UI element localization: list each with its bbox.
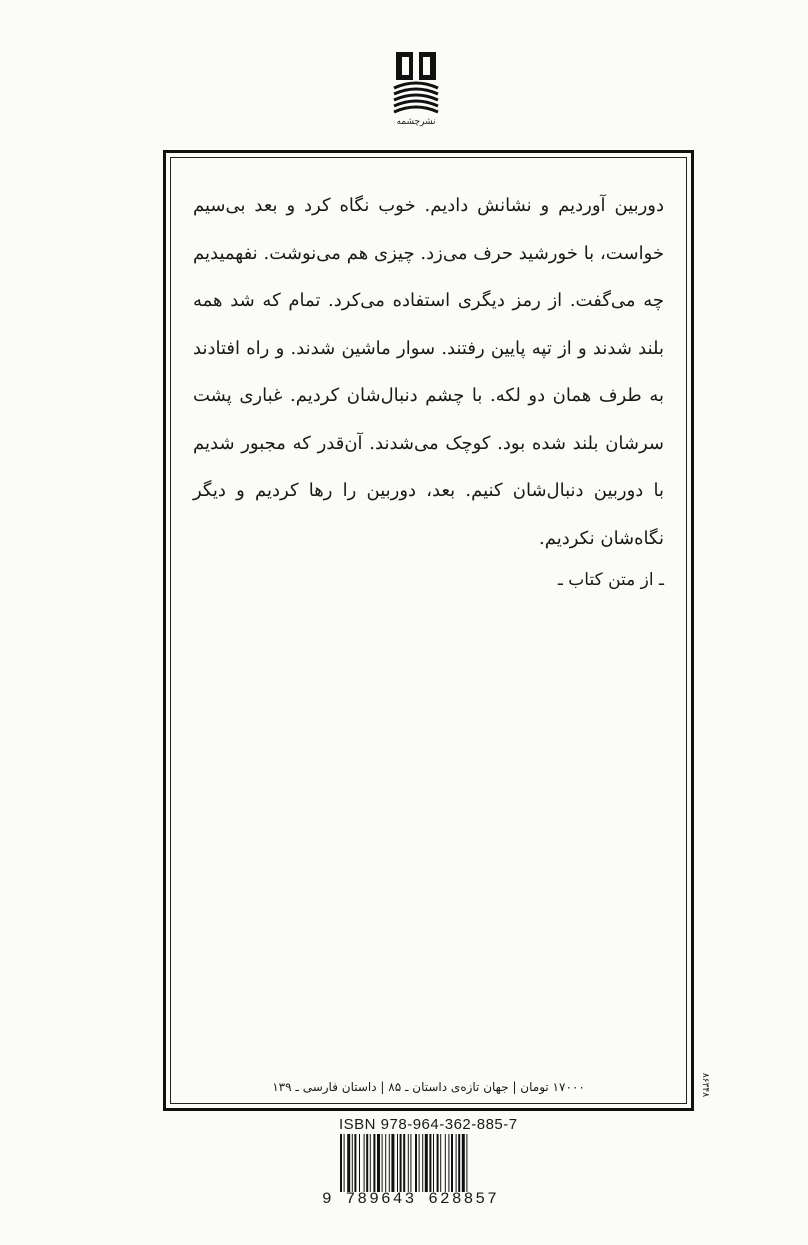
price-series-line: ۱۷۰۰۰ تومان | جهان تازه‌ی داستان ـ ۸۵ | داستان فارسی ـ ۱۳۹ (272, 1080, 585, 1094)
excerpt-source: ـ از متن کتاب ـ (557, 570, 664, 590)
side-code-text: ۸۶۳۴۸ (700, 1072, 710, 1098)
excerpt-frame (163, 150, 694, 1111)
barcode-icon (339, 1134, 537, 1192)
side-code (698, 1050, 712, 1120)
barcode-digits: 9 789643 628857 (322, 1190, 500, 1208)
isbn-label: ISBN 978-964-362-885-7 (339, 1116, 518, 1133)
publisher-name: نشرچشمه (396, 117, 436, 127)
excerpt-frame-inner (170, 157, 687, 1104)
excerpt-text: دوربین آوردیم و نشانش دادیم. خوب نگاه کرد و بعد بی‌سیم خواست، با خورشید حرف می‌زد. چیزی هم می‌نوشت. نفهمیدیم چه می‌گفت. از رمز دیگری استفاده می‌کرد. تمام که شد همه بلند شدند و از تپه پایین رفتند. سوار ماشین شدند. و راه افتادند به طرف همان دو لکه. با چشم دنبال‌شان کردیم. غباری پشت سرشان بلند شده بود. کوچک می‌شدند. آن‌قدر که مجبور شدیم با دوربین دنبال‌شان کنیم. بعد، دوربین را رها کردیم و دیگر نگاه‌شان نکردیم. (193, 195, 664, 549)
